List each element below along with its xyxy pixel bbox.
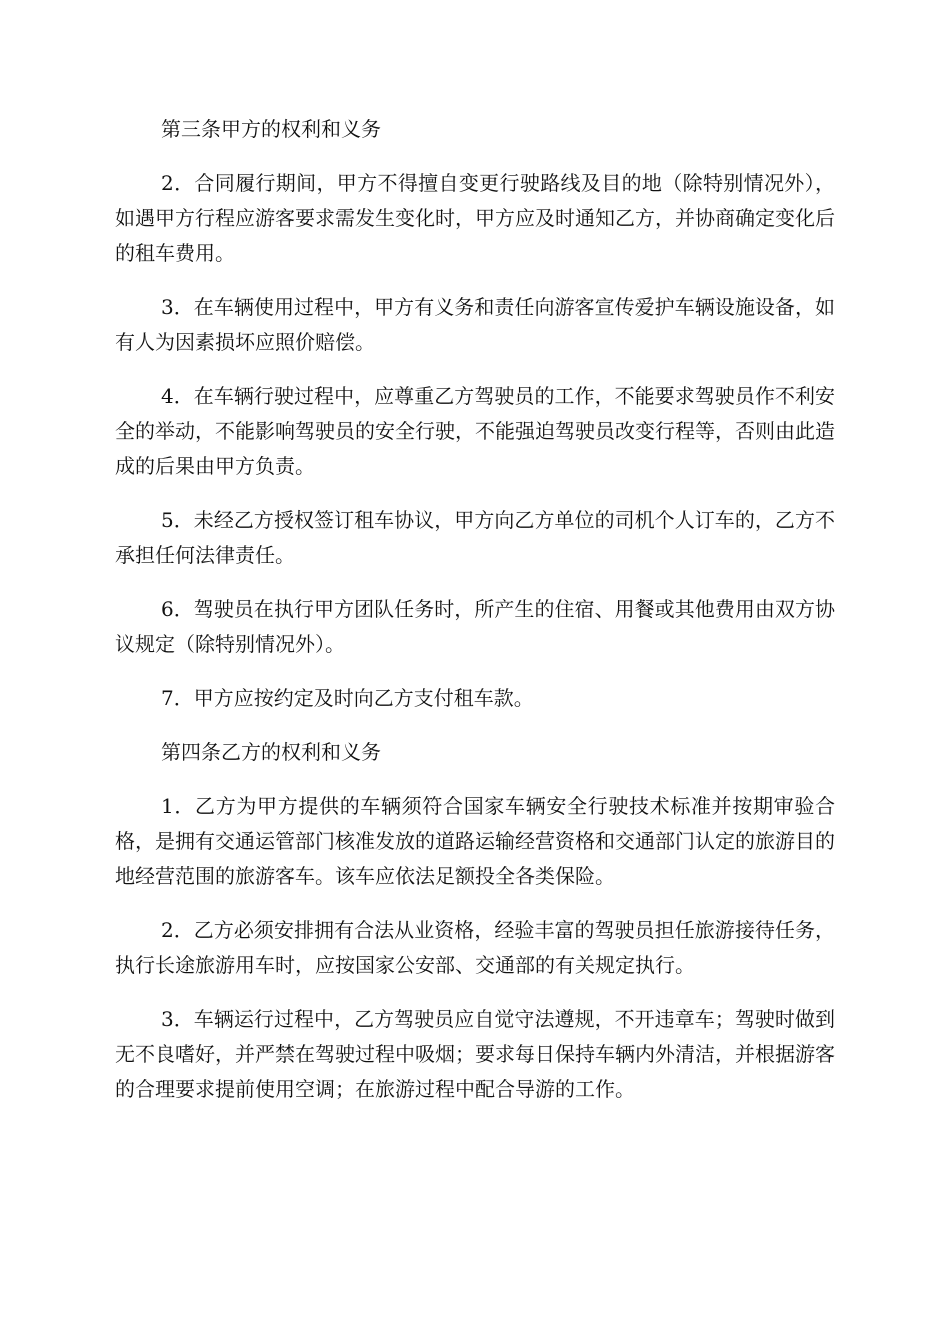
section-3-item-4: 4．在车辆行驶过程中，应尊重乙方驾驶员的工作，不能要求驾驶员作不利安全的举动，不能影响驾驶员的安全行驶，不能强迫驾驶员改变行程等，否则由此造成的后果由甲方负责。 bbox=[115, 384, 835, 478]
section-4-item-3: 3．车辆运行过程中，乙方驾驶员应自觉守法遵规，不开违章车；驾驶时做到无不良嗜好，并严禁在驾驶过程中吸烟；要求每日保持车辆内外清洁，并根据游客的合理要求提前使用空调；在旅游过程中配合导游的工作。 bbox=[115, 1007, 835, 1101]
section-4-item-2: 2．乙方必须安排拥有合法从业资格，经验丰富的驾驶员担任旅游接待任务，执行长途旅游用车时，应按国家公安部、交通部的有关规定执行。 bbox=[115, 918, 835, 977]
section-3-item-6: 6．驾驶员在执行甲方团队任务时，所产生的住宿、用餐或其他费用由双方协议规定（除特别情况外）。 bbox=[115, 597, 835, 656]
section-3-heading: 第三条甲方的权利和义务 bbox=[161, 117, 381, 141]
section-4-heading: 第四条乙方的权利和义务 bbox=[161, 740, 381, 764]
section-3-item-7: 7．甲方应按约定及时向乙方支付租车款。 bbox=[161, 686, 534, 710]
section-3-item-3: 3．在车辆使用过程中，甲方有义务和责任向游客宣传爱护车辆设施设备，如有人为因素损坏应照价赔偿。 bbox=[115, 295, 835, 354]
section-3-item-5: 5．未经乙方授权签订租车协议，甲方向乙方单位的司机个人订车的，乙方不承担任何法律责任。 bbox=[115, 508, 835, 567]
document-body bbox=[115, 112, 835, 1126]
section-4-item-1: 1．乙方为甲方提供的车辆须符合国家车辆安全行驶技术标准并按期审验合格，是拥有交通运管部门核准发放的道路运输经营资格和交通部门认定的旅游目的地经营范围的旅游客车。该车应依法足额投全各类保险。 bbox=[115, 794, 835, 888]
section-3-item-2: 2．合同履行期间，甲方不得擅自变更行驶路线及目的地（除特别情况外），如遇甲方行程应游客要求需发生变化时，甲方应及时通知乙方，并协商确定变化后的租车费用。 bbox=[115, 171, 835, 265]
